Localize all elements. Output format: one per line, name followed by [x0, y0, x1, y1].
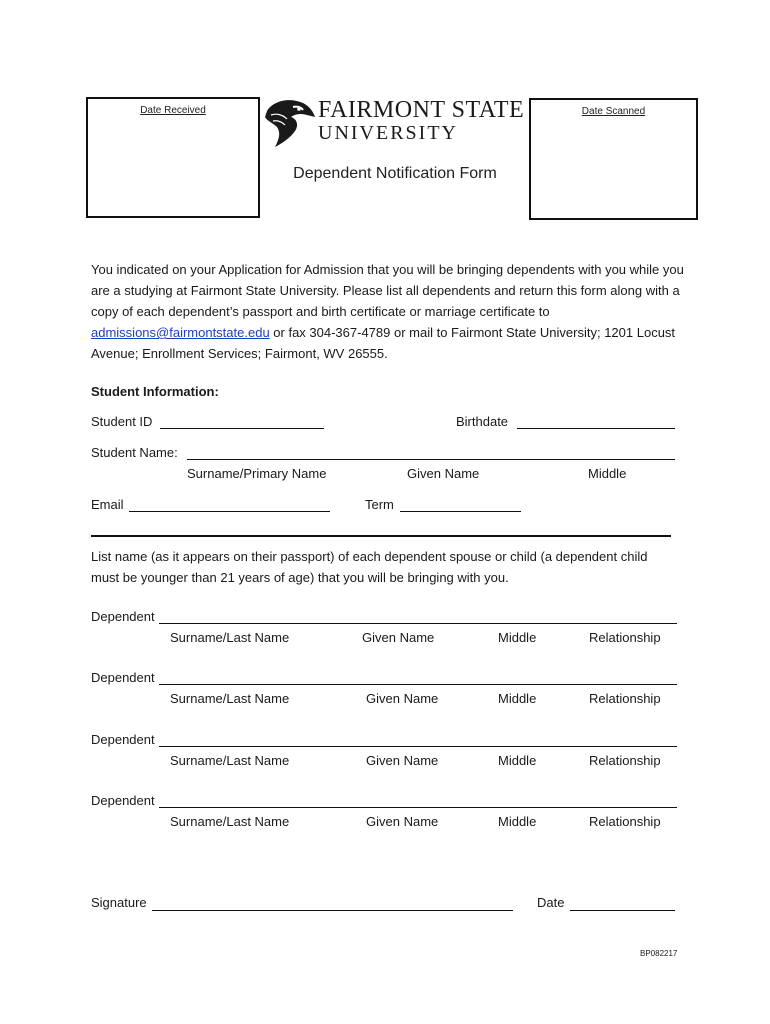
dependent-field[interactable]	[159, 807, 677, 808]
student-id-label: Student ID	[91, 414, 153, 429]
page-title: Dependent Notification Form	[293, 165, 497, 182]
student-name-label: Student Name:	[91, 445, 178, 460]
dependent-given-caption: Given Name	[362, 630, 435, 645]
surname-caption: Surname/Primary Name	[187, 466, 327, 481]
email-label: Email	[91, 497, 124, 512]
date-label: Date	[537, 895, 565, 910]
student-info-heading: Student Information:	[91, 384, 219, 399]
middle-caption: Middle	[588, 466, 627, 481]
logo-wordmark-line1: FAIRMONT STATE	[318, 97, 525, 123]
dependent-given-caption: Given Name	[366, 814, 439, 829]
dependent-middle-caption: Middle	[498, 814, 537, 829]
dependent-relationship-caption: Relationship	[589, 691, 661, 706]
email-field[interactable]	[129, 511, 330, 512]
signature-field[interactable]	[152, 910, 513, 911]
intro-paragraph	[91, 259, 691, 364]
given-name-caption: Given Name	[407, 466, 480, 481]
intro-text-after: or fax 304-367-4789 or mail to Fairmont State University; 1201 Locust Avenue; Enrollment Services; Fairmont, WV 26555.	[91, 325, 676, 361]
section-divider	[91, 535, 671, 537]
dependent-given-caption: Given Name	[366, 691, 439, 706]
dependent-given-caption: Given Name	[366, 753, 439, 768]
date-received-label: Date Received	[140, 105, 206, 116]
dependent-relationship-caption: Relationship	[589, 753, 661, 768]
date-received-box	[86, 97, 260, 218]
intro-text-before: You indicated on your Application for Admission that you will be bringing dependents with you while you are a studying at Fairmont State University. Please list all dependents and return this form along with a copy of each dependent’s passport and birth certificate or marriage certificate to	[91, 262, 684, 319]
dependent-field[interactable]	[159, 746, 677, 747]
term-field[interactable]	[400, 511, 521, 512]
date-field[interactable]	[570, 910, 675, 911]
dependent-relationship-caption: Relationship	[589, 814, 661, 829]
admissions-email-link[interactable]: admissions@fairmontstate.edu	[91, 325, 270, 340]
logo-wordmark-line2: UNIVERSITY	[318, 122, 458, 144]
form-code: BP082217	[640, 949, 678, 958]
student-id-field[interactable]	[160, 428, 324, 429]
dependent-middle-caption: Middle	[498, 630, 537, 645]
dependent-surname-caption: Surname/Last Name	[170, 691, 290, 706]
date-scanned-box	[529, 98, 698, 220]
dependents-instructions: List name (as it appears on their passport) of each dependent spouse or child (a dependent child must be younger than 21 years of age) that you will be bringing with you.	[91, 549, 648, 585]
dependent-label: Dependent	[91, 670, 155, 685]
dependent-relationship-caption: Relationship	[589, 630, 661, 645]
signature-label: Signature	[91, 895, 147, 910]
falcon-head-icon	[263, 97, 317, 149]
student-name-field[interactable]	[187, 459, 675, 460]
dependent-surname-caption: Surname/Last Name	[170, 630, 290, 645]
dependent-field[interactable]	[159, 623, 677, 624]
dependent-surname-caption: Surname/Last Name	[170, 753, 290, 768]
date-scanned-label: Date Scanned	[581, 106, 646, 117]
birthdate-field[interactable]	[517, 428, 675, 429]
dependent-middle-caption: Middle	[498, 753, 537, 768]
term-label: Term	[365, 497, 394, 512]
dependent-label: Dependent	[91, 732, 155, 747]
dependent-surname-caption: Surname/Last Name	[170, 814, 290, 829]
dependent-label: Dependent	[91, 793, 155, 808]
birthdate-label: Birthdate	[456, 414, 509, 429]
dependent-field[interactable]	[159, 684, 677, 685]
dependent-label: Dependent	[91, 609, 155, 624]
dependent-middle-caption: Middle	[498, 691, 537, 706]
